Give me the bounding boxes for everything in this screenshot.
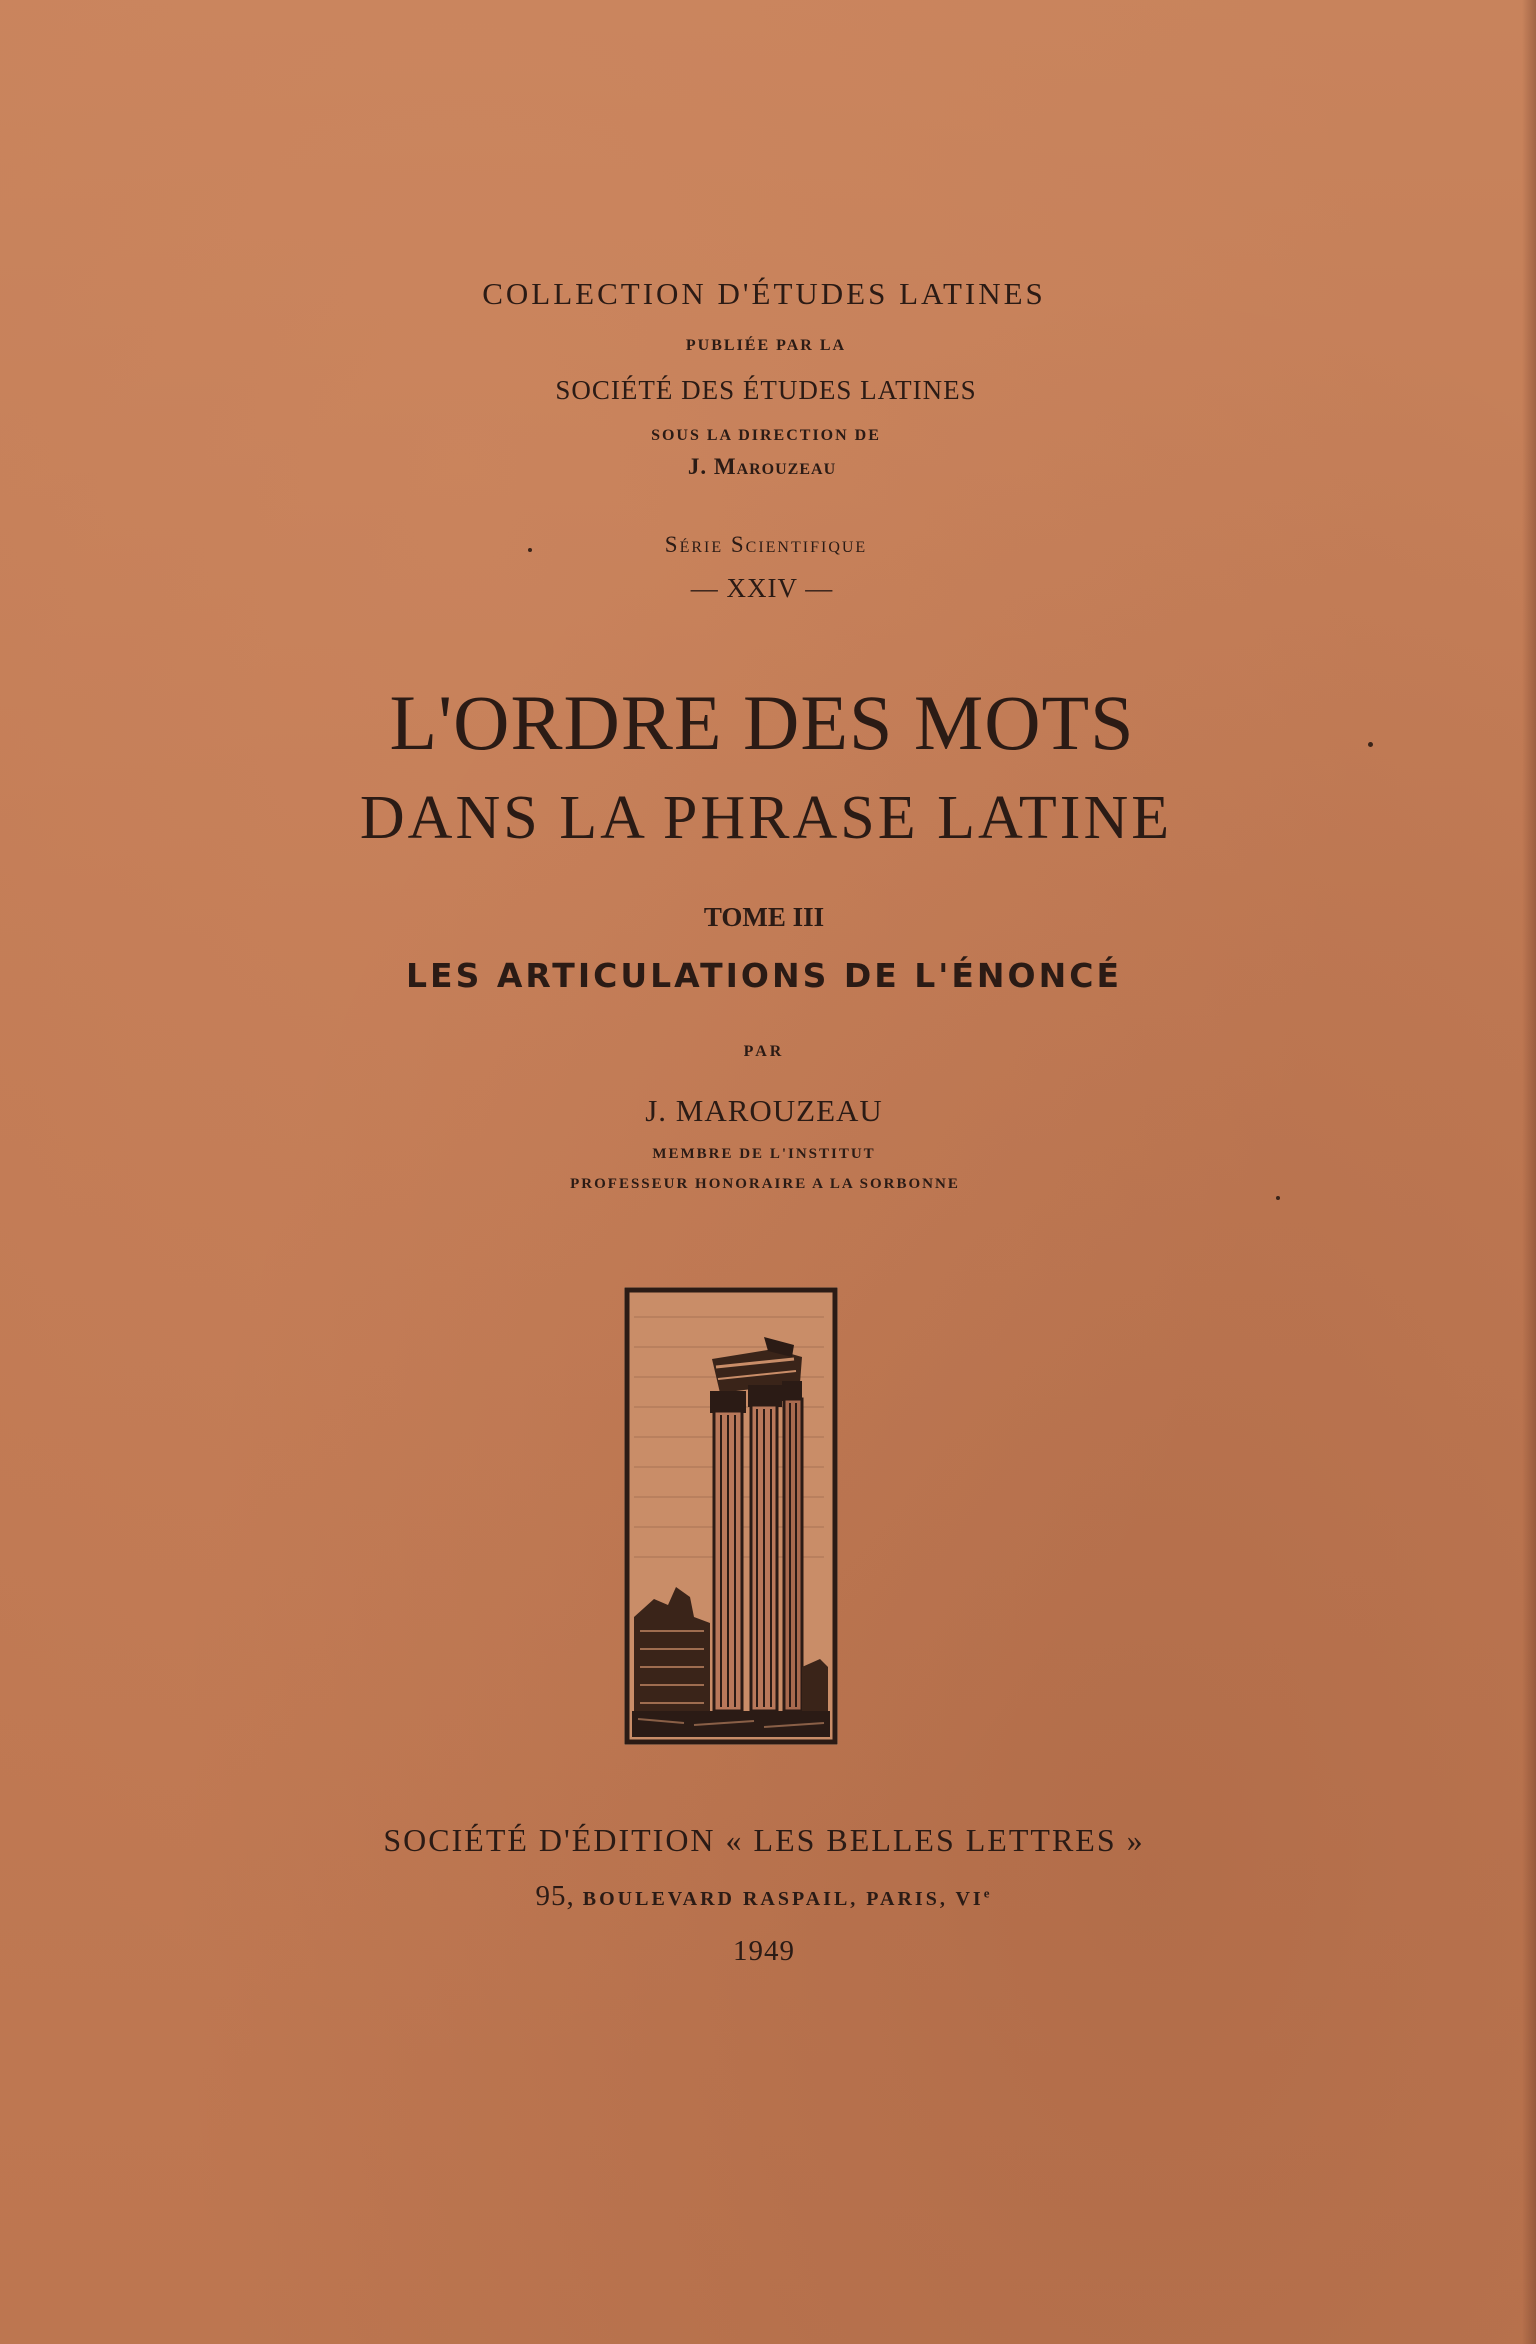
address-sup: e xyxy=(983,1885,993,1901)
book-title-line-1: L'ORDRE DES MOTS xyxy=(389,679,1135,766)
par-label: PAR xyxy=(743,1043,785,1060)
paper-speck xyxy=(1276,1196,1280,1200)
book-title-line-2: DANS LA PHRASE LATINE xyxy=(359,784,1173,852)
publisher-name: SOCIÉTÉ D'ÉDITION « LES BELLES LETTRES » xyxy=(383,1822,1145,1858)
series-title: COLLECTION D'ÉTUDES LATINES xyxy=(482,276,1046,311)
volume-subtitle: LES ARTICULATIONS DE L'ÉNONCÉ xyxy=(406,956,1122,995)
society-name: SOCIÉTÉ DES ÉTUDES LATINES xyxy=(555,375,977,405)
publisher-address xyxy=(0,1880,1532,1913)
address-number: 95, xyxy=(535,1880,575,1912)
director-name: J. Marouzeau xyxy=(687,454,837,479)
author-title-2: PROFESSEUR HONORAIRE A LA SORBONNE xyxy=(570,1176,960,1192)
author-title-1: MEMBRE DE L'INSTITUT xyxy=(652,1146,876,1162)
paper-speck xyxy=(1368,742,1373,747)
serie-label: Série Scientifique xyxy=(664,532,868,557)
cover-edge-shadow xyxy=(1522,0,1536,2344)
serie-number: — XXIV — xyxy=(690,573,834,603)
author-name: J. MAROUZEAU xyxy=(645,1093,883,1128)
direction-label: SOUS LA DIRECTION DE xyxy=(651,427,881,444)
volume-label: TOME III xyxy=(703,902,825,932)
paper-speck xyxy=(528,548,532,552)
published-by-label: PUBLIÉE PAR LA xyxy=(685,337,847,354)
address-street: BOULEVARD RASPAIL, PARIS, VI xyxy=(582,1888,984,1910)
temple-columns-icon xyxy=(624,1287,838,1745)
publication-year: 1949 xyxy=(733,1935,795,1967)
